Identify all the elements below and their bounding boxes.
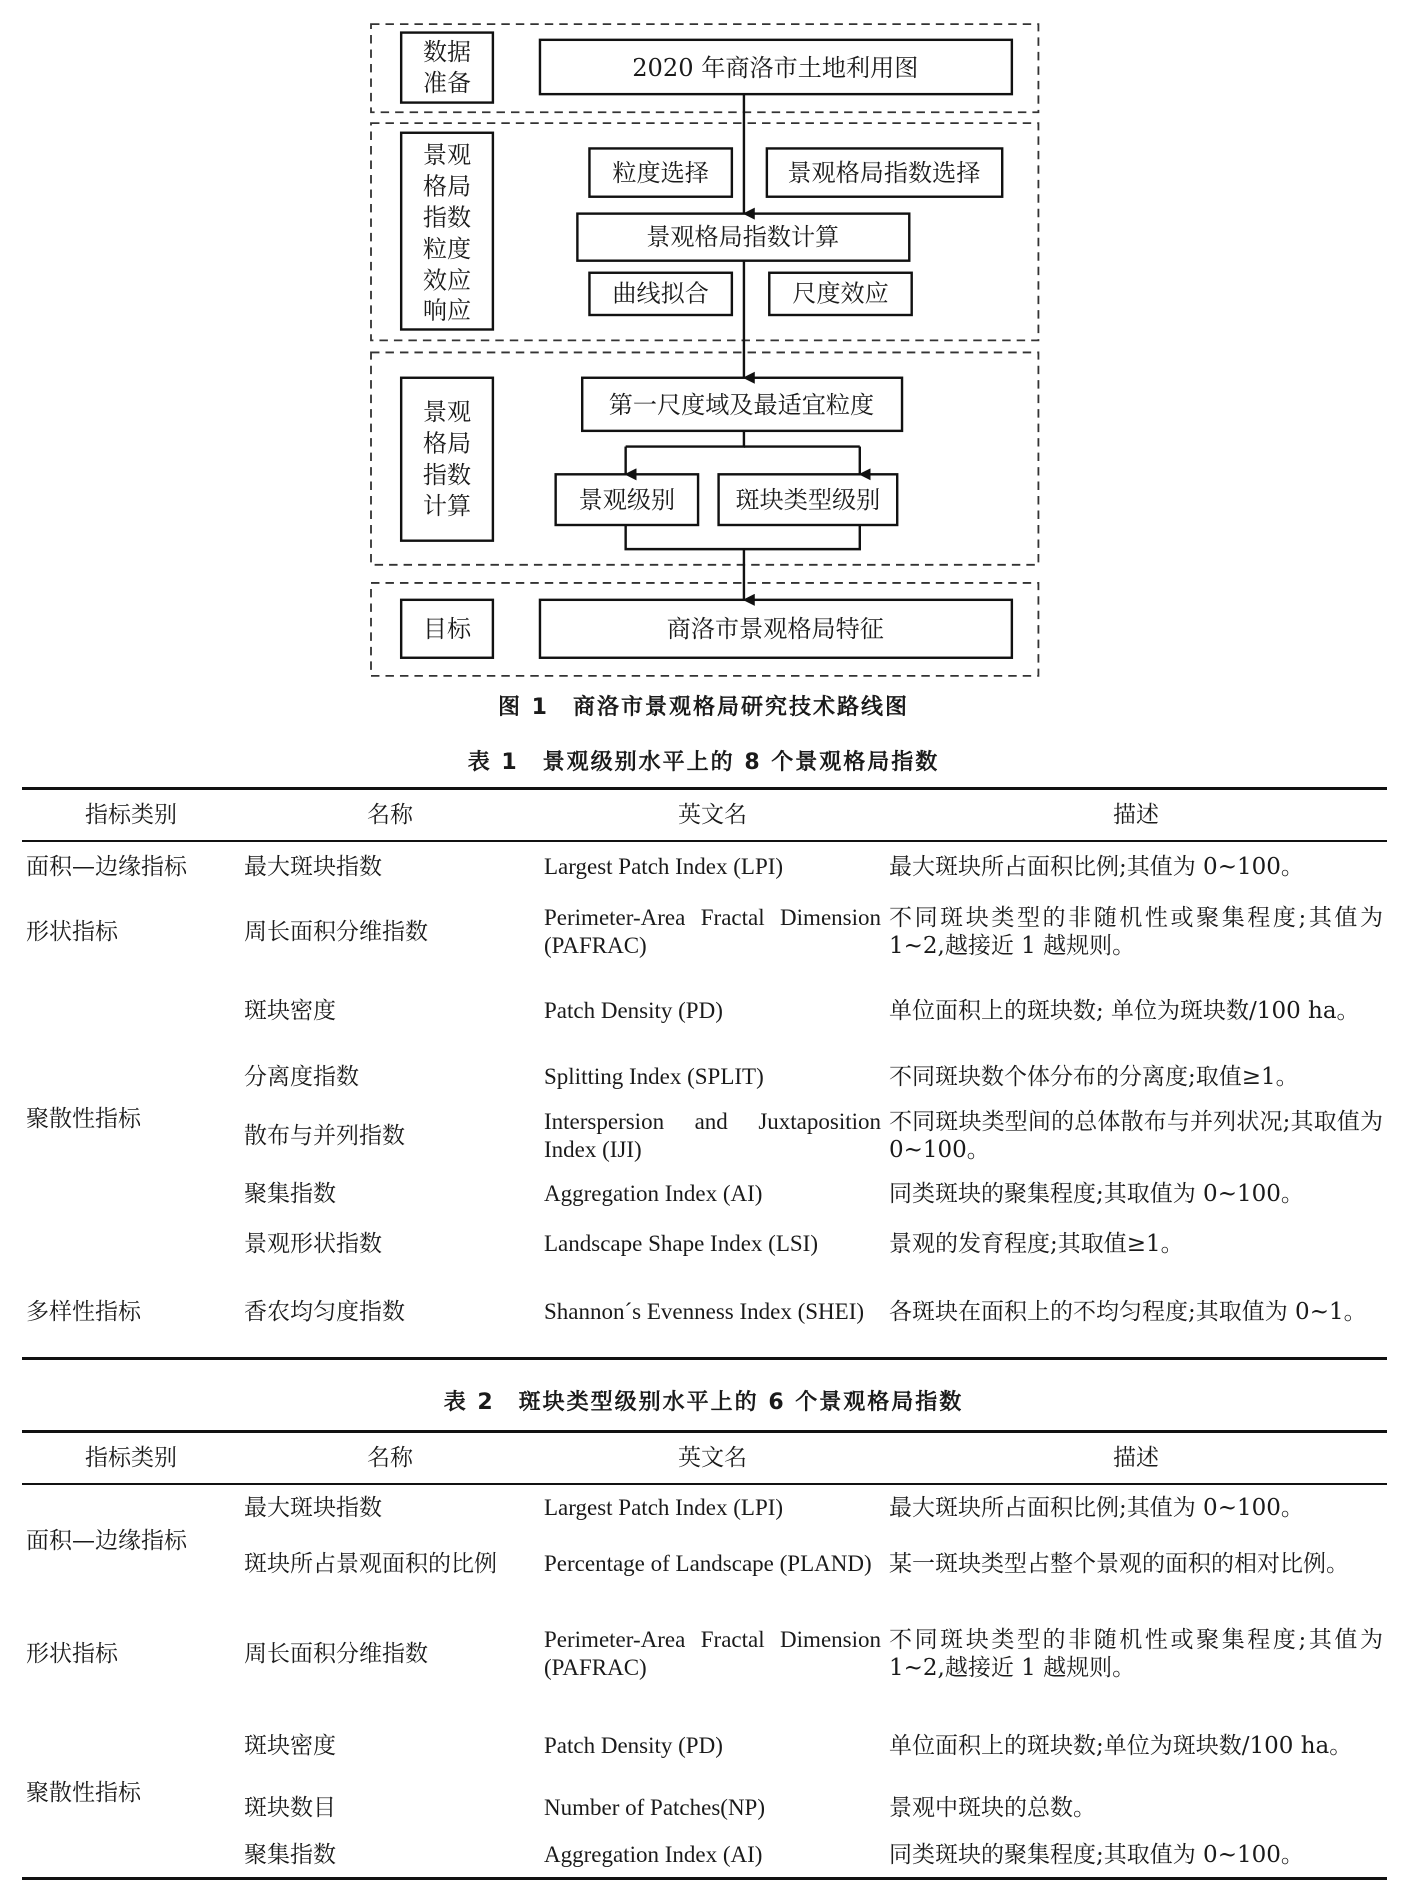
header-name: 名称 [240,1432,540,1485]
label-grain-6: 响应 [422,296,472,325]
cell-name: 散布与并列指数 [244,1122,405,1149]
label-data-prep-container [401,33,493,103]
pattern-feature-text: 商洛市景观格局特征 [666,615,884,644]
cell-category: 聚散性指标 [26,1780,141,1807]
label-goal: 目标 [422,615,472,644]
cell-category: 多样性指标 [26,1298,141,1325]
cell-english: Interspersion and Juxtaposition Index (IJI) [544,1108,881,1162]
header-category: 指标类别 [22,789,240,842]
label-calc-1: 景观 [422,398,472,426]
cell-category: 面积—边缘指标 [26,1528,187,1554]
table-row [22,892,1387,971]
optimal-grain-text: 第一尺度域及最适宜粒度 [608,390,875,419]
cell-description: 景观的发育程度;其取值≥1。 [889,1231,1184,1257]
cell-description: 最大斑块所占面积比例;其值为 0~100。 [889,1495,1304,1521]
table-header [22,1432,1387,1485]
header-category: 指标类别 [22,1432,240,1485]
cell-english: Aggregation Index (AI) [544,1181,763,1206]
cell-english: Perimeter-Area Fractal Dimension (PAFRAC) [544,1626,881,1680]
cell-name: 周长面积分维指数 [244,1640,428,1667]
table-row [22,971,1387,1050]
header-english: 英文名 [540,789,885,842]
join-connector [626,525,860,549]
label-grain-1: 景观 [422,140,472,169]
cell-english: Number of Patches(NP) [544,1795,766,1820]
cell-name: 斑块数目 [244,1795,336,1821]
cell-english: Landscape Shape Index (LSI) [544,1231,818,1256]
cell-category: 形状指标 [26,1640,118,1667]
header-english: 英文名 [540,1432,885,1485]
label-calc-4: 计算 [422,492,472,521]
table-row [22,1267,1387,1358]
cell-english: Perimeter-Area Fractal Dimension (PAFRAC) [544,904,881,958]
grain-select-text: 粒度选择 [612,159,709,188]
cell-category: 聚散性指标 [26,1106,141,1132]
label-data-prep: 数据准备 [423,38,471,97]
cell-description: 同类斑块的聚集程度;其取值为 0~100。 [889,1181,1304,1207]
branch-connector [626,431,744,447]
table2-title: 表 2 斑块类型级别水平上的 6 个景观格局指数 [443,1390,964,1415]
cell-description: 单位面积上的斑块数;单位为斑块数/100 ha。 [889,1733,1353,1759]
cell-english: Largest Patch Index (LPI) [544,854,784,879]
cell-category: 形状指标 [26,918,118,945]
label-grain-3: 指数 [422,203,472,232]
label-grain-4: 粒度 [422,235,472,264]
label-grain-2: 格局 [422,172,472,201]
cell-description: 不同斑块类型的非随机性或聚集程度;其值为 1~2,越接近 1 越规则。 [889,1626,1383,1681]
header-description: 描述 [885,1432,1387,1485]
cell-name: 斑块密度 [244,1733,336,1759]
cell-description: 景观中斑块的总数。 [889,1795,1096,1821]
cell-description: 不同斑块类型的非随机性或聚集程度;其值为 1~2,越接近 1 越规则。 [889,904,1383,959]
technical-route-diagram [0,0,1407,700]
cell-name: 斑块所占景观面积的比例 [244,1551,497,1577]
label-grain-5: 效应 [422,266,472,295]
cell-name: 聚集指数 [244,1842,336,1869]
cell-description: 不同斑块类型间的总体散布与并列状况;其取值为 0~100。 [889,1108,1383,1163]
table-header [22,789,1387,842]
scale-effect-text: 尺度效应 [792,279,889,308]
cell-english: Percentage of Landscape (PLAND) [544,1551,872,1576]
table1-title: 表 1 景观级别水平上的 8 个景观格局指数 [467,750,940,775]
table1 [22,787,1387,1360]
figure-caption: 图 1 商洛市景观格局研究技术路线图 [498,695,909,720]
header-name: 名称 [240,789,540,842]
cell-name: 斑块密度 [244,997,336,1024]
section-index-calc [371,352,1038,564]
cell-description: 不同斑块数个体分布的分离度;取值≥1。 [889,1064,1299,1090]
cell-description: 单位面积上的斑块数; 单位为斑块数/100 ha。 [889,997,1360,1024]
cell-name: 最大斑块指数 [244,1495,382,1521]
table-row [22,1484,1387,1531]
label-calc-3: 指数 [422,460,472,489]
index-select-text: 景观格局指数选择 [787,159,981,188]
patch-class-level-text: 斑块类型级别 [735,486,881,515]
cell-description: 某一斑块类型占整个景观的面积的相对比例。 [889,1551,1349,1577]
land-use-map-text: 2020 年商洛市土地利用图 [632,54,919,83]
cell-name: 聚集指数 [244,1181,336,1207]
cell-english: Largest Patch Index (LPI) [544,1495,784,1520]
cell-english: Patch Density (PD) [544,1733,723,1758]
cell-name: 景观形状指数 [244,1231,382,1257]
landscape-level-text: 景观级别 [578,486,676,515]
cell-description: 最大斑块所占面积比例;其值为 0~100。 [889,854,1304,880]
cell-description: 同类斑块的聚集程度;其取值为 0~100。 [889,1842,1304,1869]
cell-description: 各斑块在面积上的不均匀程度;其取值为 0~1。 [889,1298,1367,1325]
table-row [22,1710,1387,1782]
header-description: 描述 [885,789,1387,842]
cell-name: 周长面积分维指数 [244,918,428,945]
cell-category: 面积—边缘指标 [26,854,187,880]
cell-name: 分离度指数 [244,1064,359,1090]
index-calc-text: 景观格局指数计算 [646,223,840,252]
cell-english: Patch Density (PD) [544,997,723,1023]
table-row [22,1597,1387,1710]
cell-english: Aggregation Index (AI) [544,1842,763,1868]
cell-english: Shannon´s Evenness Index (SHEI) [544,1298,865,1324]
cell-english: Splitting Index (SPLIT) [544,1064,764,1089]
table2 [22,1430,1387,1880]
label-calc-2: 格局 [422,429,472,458]
cell-name: 香农均匀度指数 [244,1298,405,1325]
curve-fit-text: 曲线拟合 [612,279,709,308]
cell-name: 最大斑块指数 [244,854,382,880]
table-row [22,841,1387,892]
